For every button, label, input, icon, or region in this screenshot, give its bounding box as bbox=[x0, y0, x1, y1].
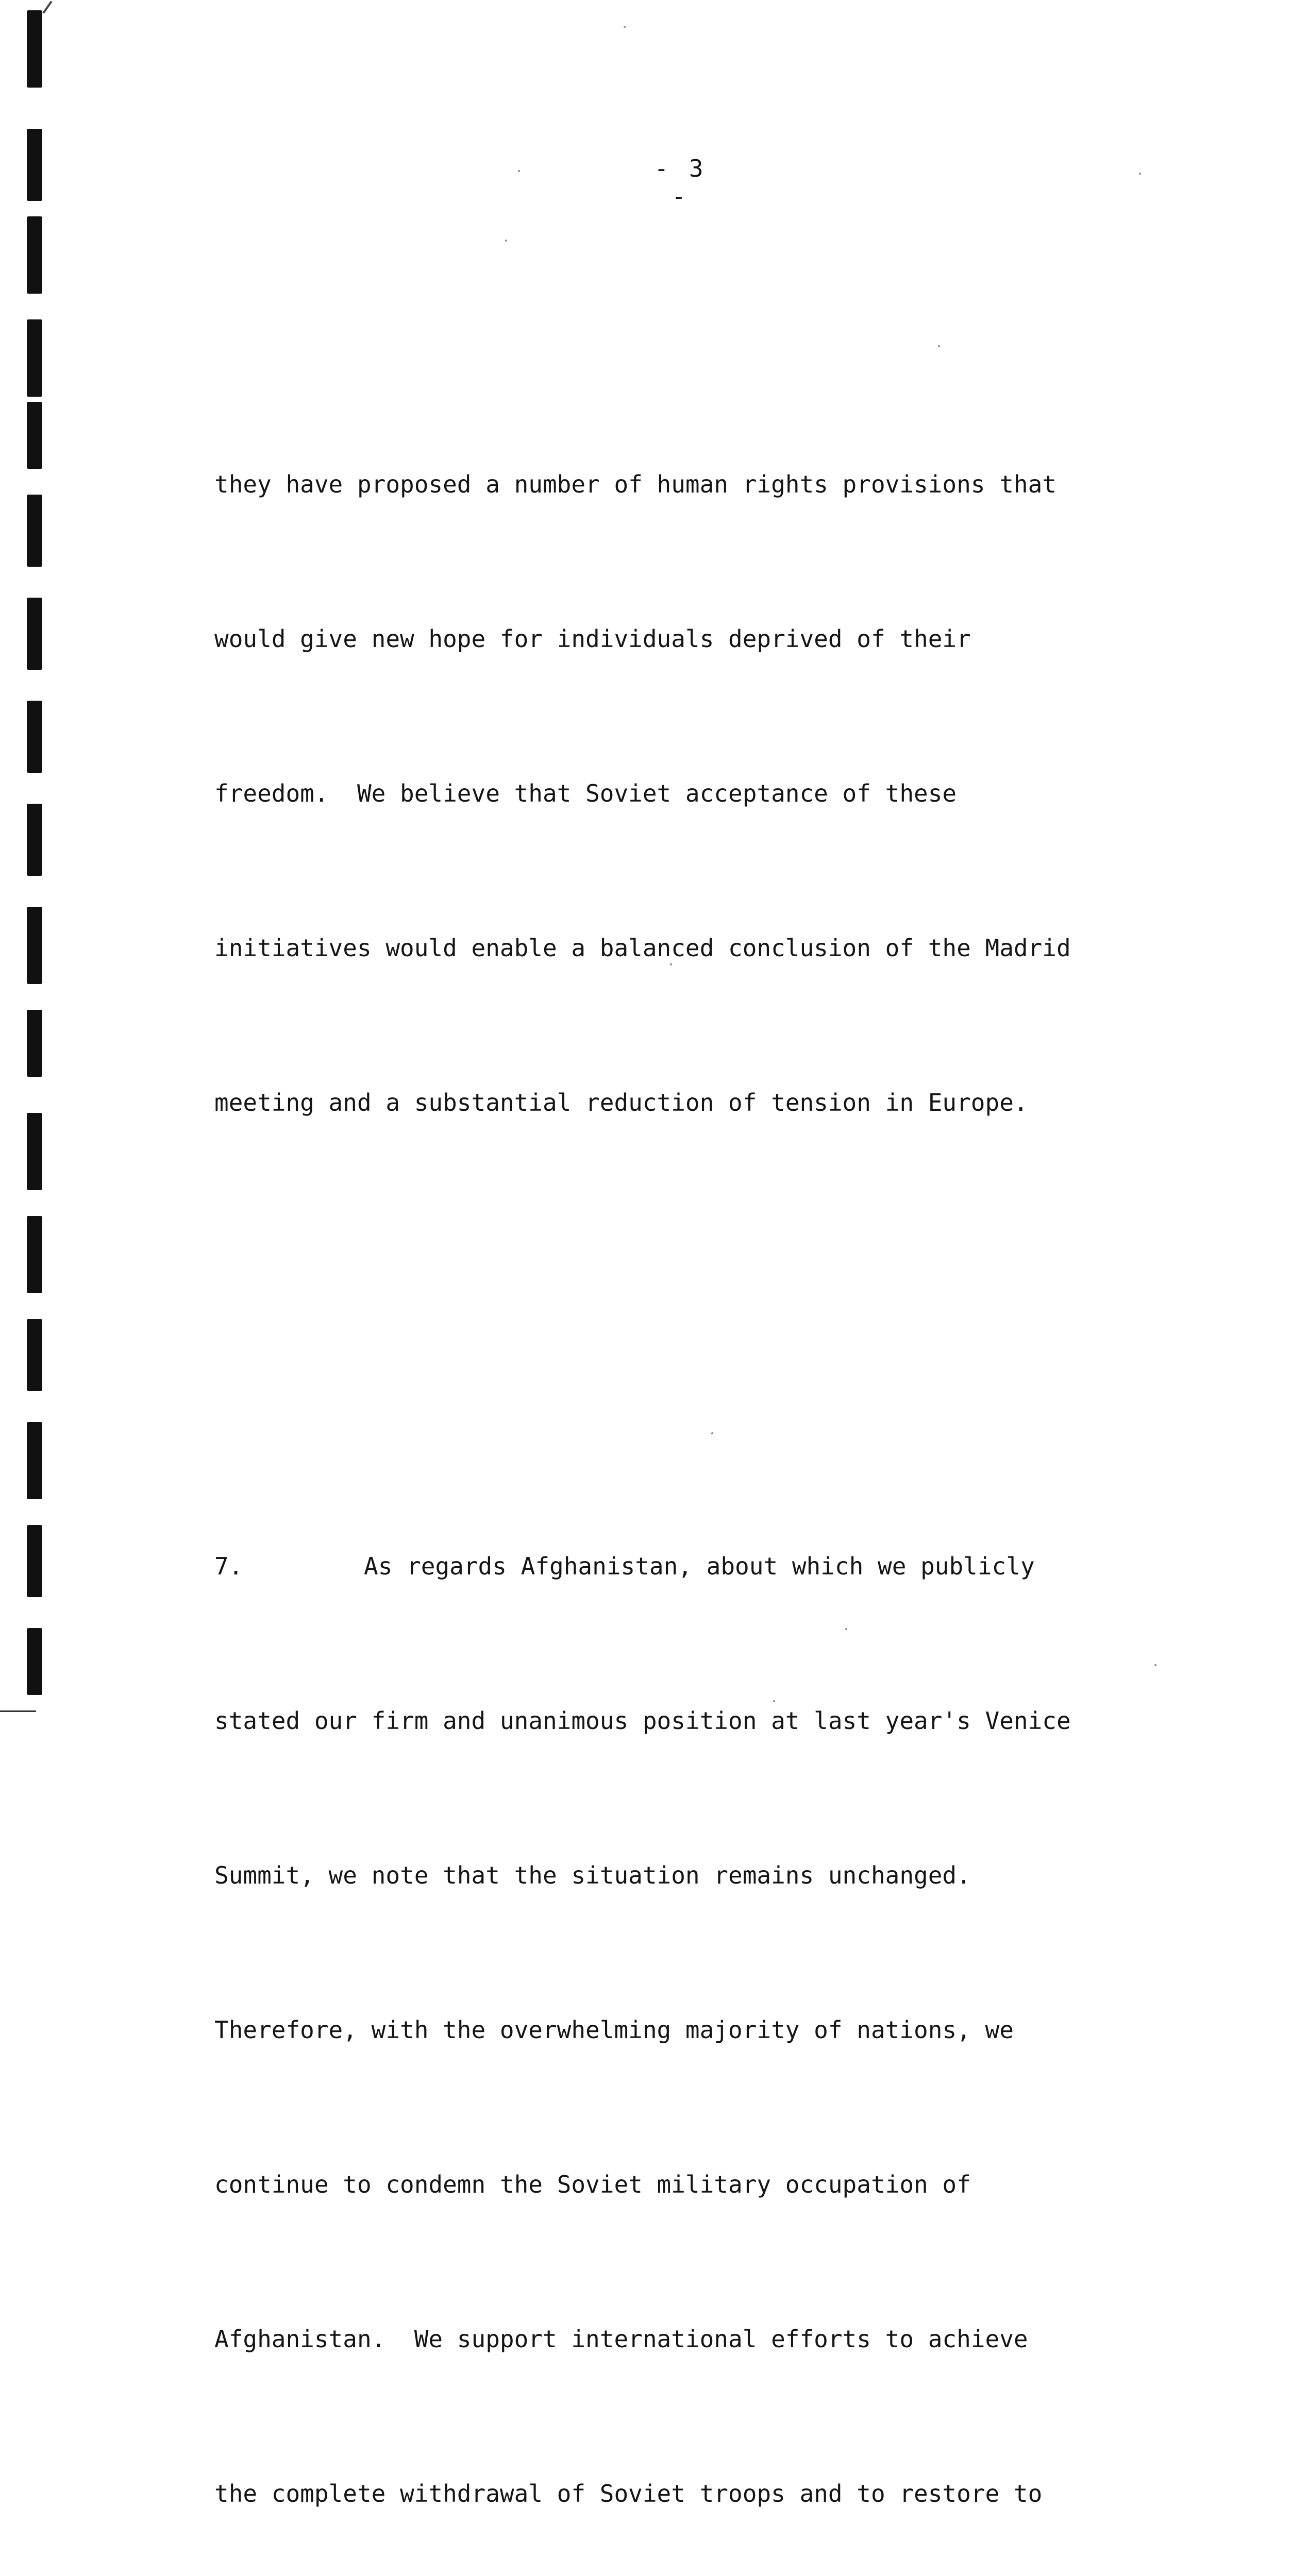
binding-hole-mark bbox=[27, 1319, 42, 1391]
binding-hole-mark bbox=[27, 319, 42, 397]
text-line: they have proposed a number of human rights provisions that bbox=[214, 470, 1057, 498]
binding-hole-mark bbox=[27, 10, 42, 88]
binding-hole-mark bbox=[27, 402, 42, 469]
text-line bbox=[214, 1540, 1163, 1592]
paragraph-continuation bbox=[214, 355, 1163, 1231]
scan-edge-line bbox=[0, 1710, 36, 1712]
binding-hole-mark bbox=[27, 1216, 42, 1293]
binding-hole-mark bbox=[27, 1010, 42, 1077]
text-line: would give new hope for individuals deprived of their bbox=[214, 625, 971, 653]
binding-hole-mark bbox=[27, 1628, 42, 1695]
scan-speck bbox=[773, 1700, 775, 1702]
page-number: - 3 - bbox=[654, 155, 707, 210]
binding-hole-mark bbox=[27, 129, 42, 201]
text-line: Therefore, with the overwhelming majority of nations, we bbox=[214, 2016, 1014, 2044]
scan-speck bbox=[670, 963, 672, 965]
scan-speck bbox=[505, 240, 507, 242]
binding-hole-mark bbox=[27, 804, 42, 876]
scan-speck bbox=[518, 170, 520, 172]
scan-speck bbox=[1154, 1664, 1156, 1666]
binding-hole-mark bbox=[27, 495, 42, 567]
scan-speck bbox=[624, 26, 626, 28]
text-line: Afghanistan. We support international efforts to achieve bbox=[214, 2325, 1028, 2353]
text-line: Summit, we note that the situation remains unchanged. bbox=[214, 1861, 971, 1889]
text-line-content: As regards Afghanistan, about which we publicly bbox=[364, 1552, 1035, 1580]
binding-hole-mark bbox=[27, 1525, 42, 1597]
binding-hole-mark bbox=[27, 701, 42, 773]
scan-speck bbox=[845, 1628, 847, 1630]
paragraph-7 bbox=[214, 1437, 1163, 2576]
scan-speck bbox=[938, 345, 940, 347]
text-line: freedom. We believe that Soviet acceptance of these bbox=[214, 779, 957, 807]
paragraph-number: 7. bbox=[214, 1552, 243, 1580]
binding-hole-mark bbox=[27, 216, 42, 294]
binding-hole-mark bbox=[27, 1422, 42, 1499]
binding-strip bbox=[21, 0, 52, 1722]
text-line: stated our firm and unanimous position at last year's Venice bbox=[214, 1707, 1071, 1735]
binding-hole-mark bbox=[27, 598, 42, 670]
binding-hole-mark bbox=[27, 907, 42, 984]
text-line: continue to condemn the Soviet military occupation of bbox=[214, 2171, 971, 2198]
scan-speck bbox=[711, 1432, 713, 1434]
document-body bbox=[214, 252, 1163, 2576]
binding-hole-mark bbox=[27, 1113, 42, 1190]
text-line: the complete withdrawal of Soviet troops and to restore to bbox=[214, 2480, 1043, 2507]
scan-speck bbox=[1139, 173, 1141, 175]
text-line: meeting and a substantial reduction of tension in Europe. bbox=[214, 1089, 1028, 1116]
text-line: initiatives would enable a balanced conclusion of the Madrid bbox=[214, 934, 1071, 962]
